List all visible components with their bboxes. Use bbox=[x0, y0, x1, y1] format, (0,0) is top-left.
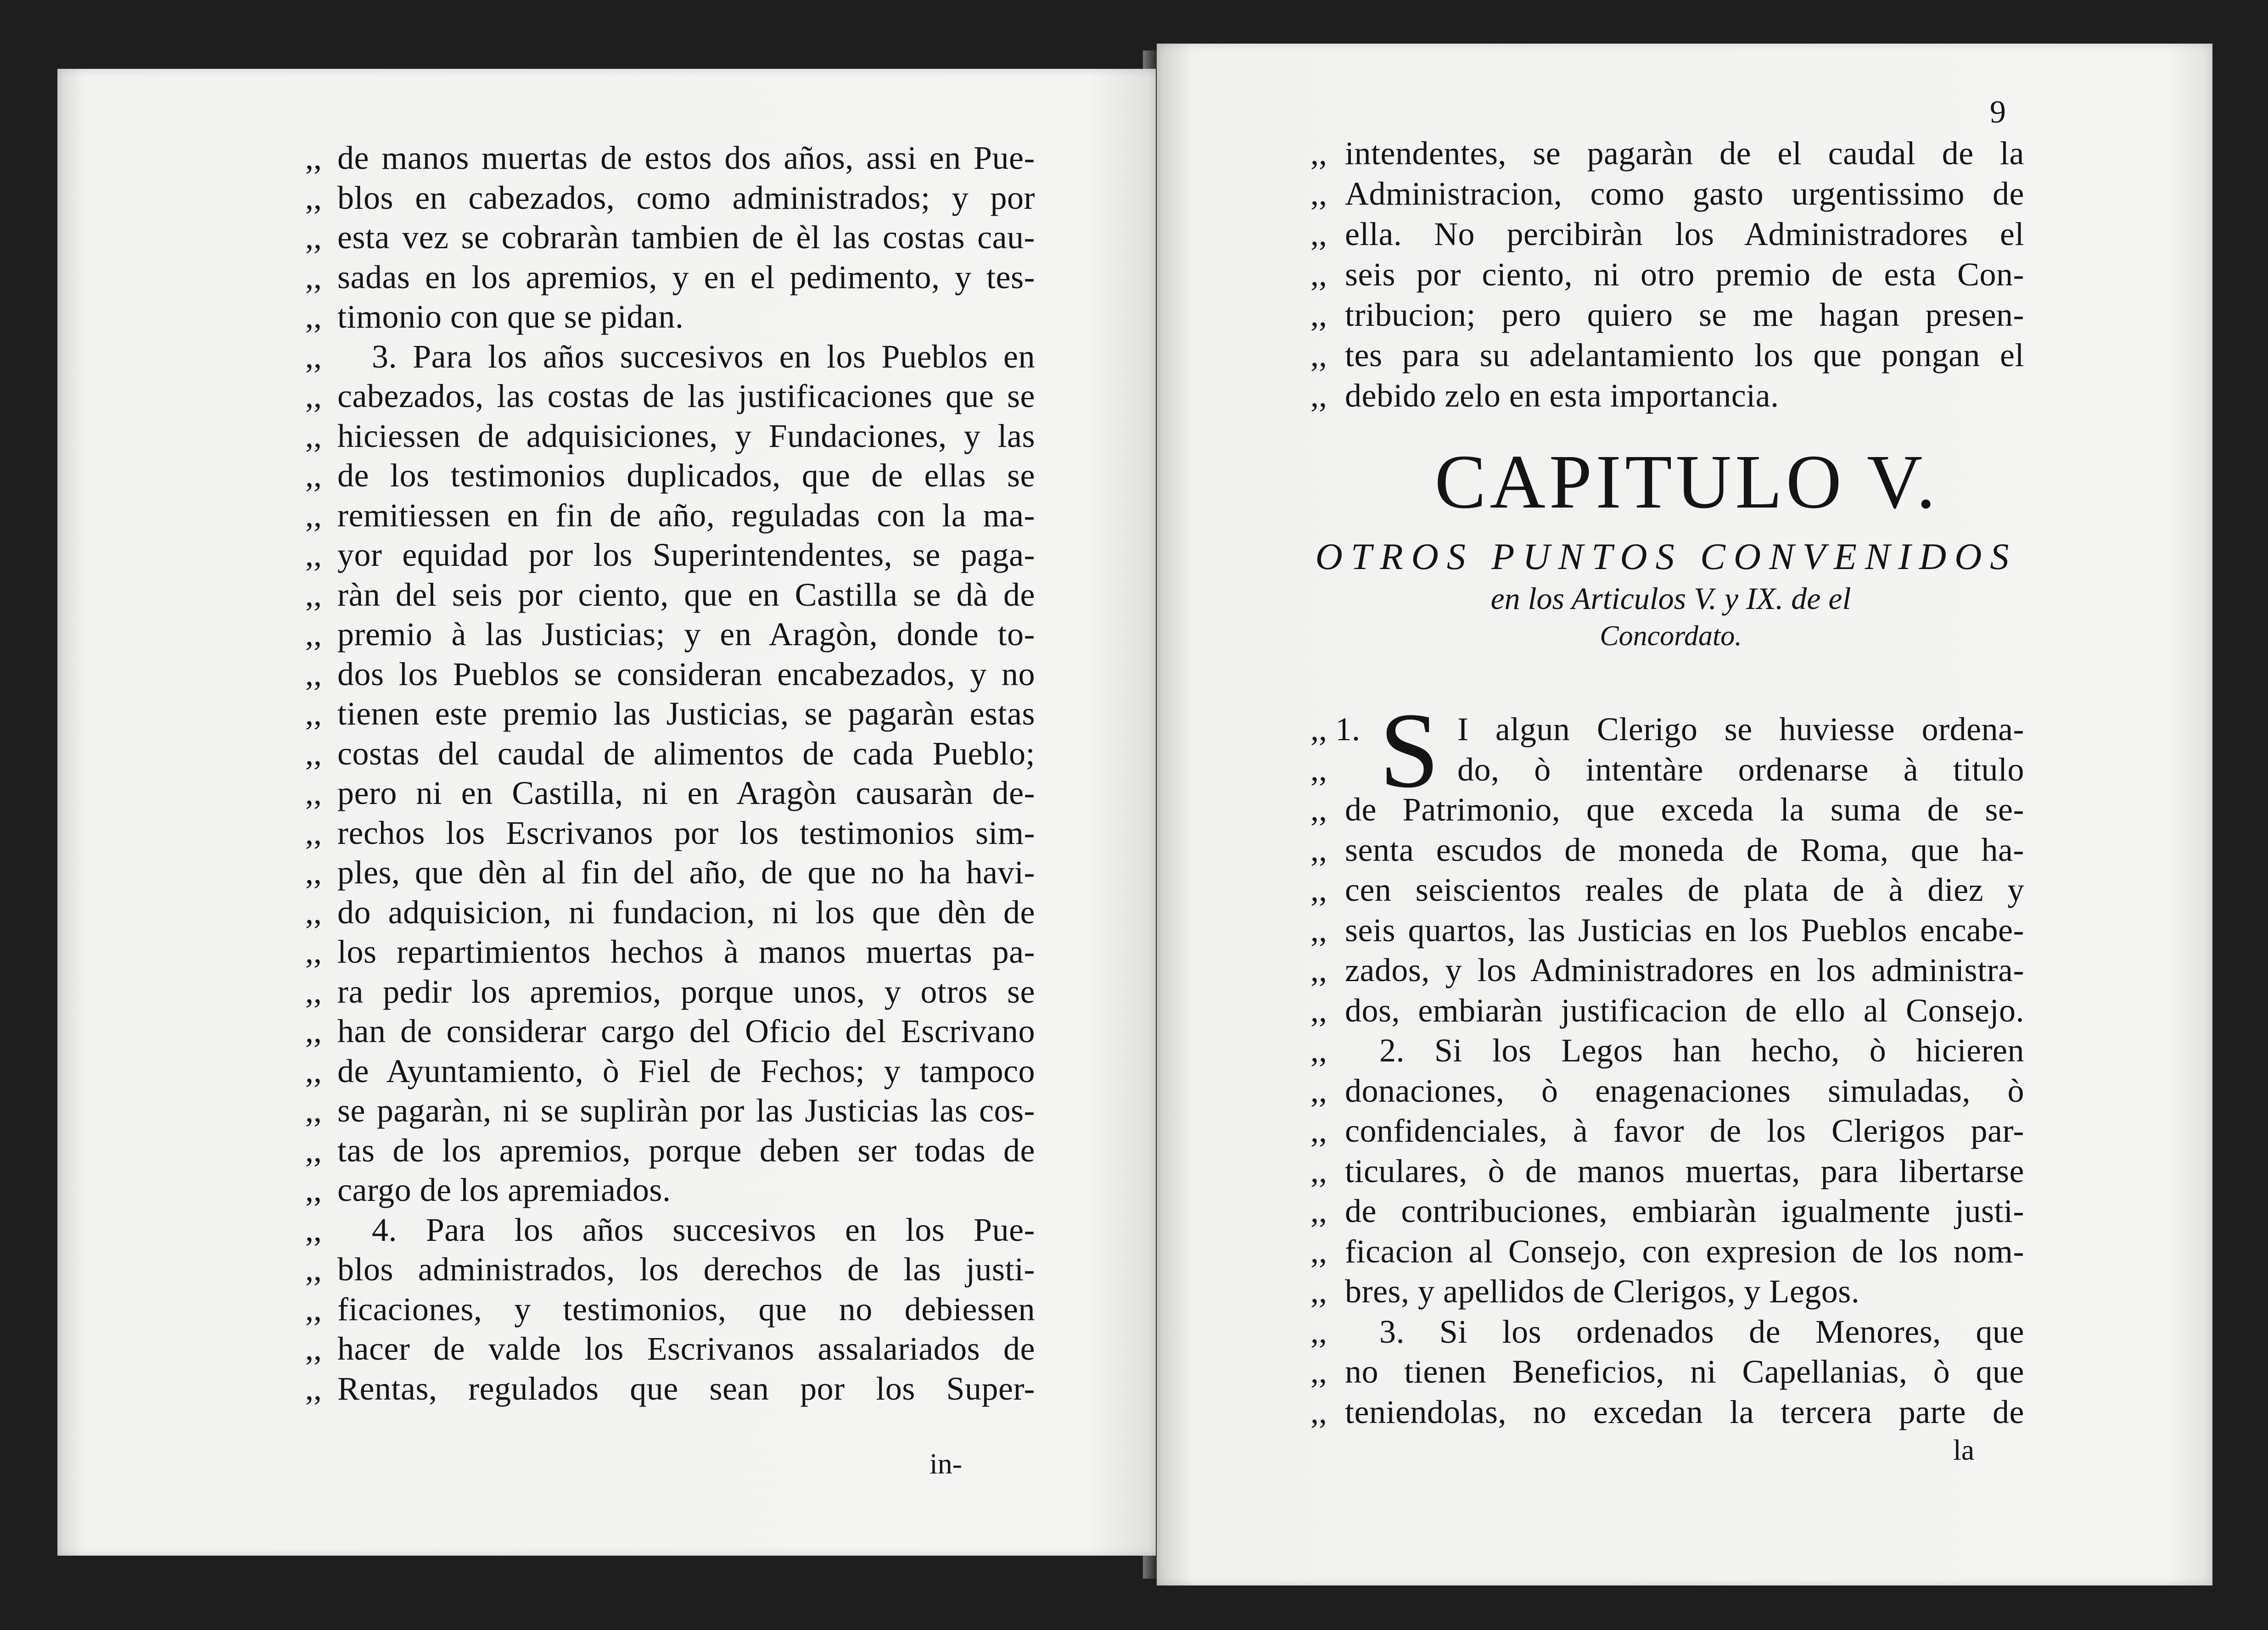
text-line: tienen este premio las Justicias, se pagaràn estas bbox=[337, 695, 1035, 732]
quote-mark: ,, bbox=[1310, 1313, 1327, 1350]
quote-mark: ,, bbox=[305, 457, 322, 494]
text-line: timonio con que se pidan. bbox=[337, 298, 684, 335]
text-line: 3. Si los ordenados de Menores, que bbox=[1379, 1313, 2024, 1350]
text-line: premio à las Justicias; y en Aragòn, donde to- bbox=[337, 616, 1035, 653]
quote-mark: ,, bbox=[1310, 256, 1327, 293]
quote-mark: ,, bbox=[1310, 296, 1327, 333]
text-line: tribucion; pero quiero se me hagan presen- bbox=[1345, 296, 2024, 333]
text-line: esta vez se cobraràn tambien de èl las costas cau- bbox=[337, 219, 1035, 256]
quote-mark: ,, bbox=[305, 735, 322, 772]
quote-mark: ,, bbox=[305, 576, 322, 613]
text-line: de manos muertas de estos dos años, assi en Pue- bbox=[337, 140, 1035, 176]
left-catchword: in- bbox=[930, 1447, 963, 1480]
quote-mark: ,, bbox=[305, 417, 322, 454]
quote-mark: ,, bbox=[305, 1052, 322, 1089]
text-line: tes para su adelantamiento los que pongan el bbox=[1345, 337, 2024, 374]
text-line: blos administrados, los derechos de las justi- bbox=[337, 1251, 1035, 1288]
quote-mark: ,, bbox=[1310, 1393, 1327, 1430]
text-line: han de considerar cargo del Oficio del Escrivano bbox=[337, 1013, 1035, 1049]
text-line: do adquisicion, ni fundacion, ni los que dèn de bbox=[337, 893, 1035, 931]
text-line: costas del caudal de alimentos de cada Pueblo; bbox=[337, 735, 1035, 772]
text-line: Administracion, como gasto urgentissimo de bbox=[1345, 175, 2024, 212]
text-line: hiciessen de adquisiciones, y Fundaciones, y las bbox=[337, 417, 1035, 454]
quote-mark: ,, bbox=[305, 497, 322, 534]
quote-mark: ,, bbox=[305, 1251, 322, 1288]
text-line: remitiessen en fin de año, reguladas con la ma- bbox=[337, 497, 1035, 534]
quote-mark: ,, bbox=[1310, 1072, 1327, 1109]
text-line: ficaciones, y testimonios, que no debiessen bbox=[337, 1290, 1035, 1328]
quote-mark: ,, bbox=[305, 338, 322, 375]
text-line: zados, y los Administradores en los administra- bbox=[1345, 952, 2024, 988]
text-line: cargo de los apremiados. bbox=[337, 1172, 671, 1208]
quote-mark: ,, bbox=[305, 973, 322, 1010]
quote-mark: ,, bbox=[305, 179, 322, 216]
text-line: 3. Para los años succesivos en los Pueblos en bbox=[372, 338, 1035, 375]
drop-cap: S bbox=[1379, 691, 1439, 810]
text-line: senta escudos de moneda de Roma, que ha- bbox=[1345, 831, 2024, 868]
text-line: sadas en los apremios, y en el pedimento, y tes- bbox=[337, 258, 1035, 296]
quote-mark: ,, bbox=[305, 140, 322, 176]
quote-mark: ,, bbox=[305, 1132, 322, 1169]
quote-mark: ,, bbox=[1310, 831, 1327, 868]
quote-mark: ,, 1. bbox=[1310, 711, 1360, 748]
text-line: dos, embiaràn justificacion de ello al Consejo. bbox=[1345, 992, 2024, 1029]
text-line: do, ò intentàre ordenarse à titulo bbox=[1457, 751, 2024, 788]
text-line: bres, y apellidos de Clerigos, y Legos. bbox=[1345, 1273, 1860, 1310]
quote-mark: ,, bbox=[305, 1211, 322, 1248]
quote-mark: ,, bbox=[1310, 175, 1327, 212]
quote-mark: ,, bbox=[305, 536, 322, 573]
text-line: I algun Clerigo se huviesse ordena- bbox=[1457, 711, 2024, 748]
quote-mark: ,, bbox=[305, 378, 322, 414]
quote-mark: ,, bbox=[1310, 1032, 1327, 1069]
text-line: 4. Para los años succesivos en los Pue- bbox=[372, 1211, 1035, 1248]
quote-mark: ,, bbox=[305, 854, 322, 891]
text-line: yor equidad por los Superintendentes, se paga- bbox=[337, 536, 1035, 573]
quote-mark: ,, bbox=[1310, 751, 1327, 788]
text-line: teniendolas, no excedan la tercera parte de bbox=[1345, 1393, 2024, 1430]
quote-mark: ,, bbox=[305, 1172, 322, 1208]
text-line: cabezados, las costas de las justificaciones que se bbox=[337, 378, 1035, 414]
text-line: donaciones, ò enagenaciones simuladas, ò bbox=[1345, 1072, 2024, 1109]
text-line: Rentas, regulados que sean por los Super- bbox=[337, 1370, 1035, 1407]
text-line: ples, que dèn al fin del año, de que no ha havi- bbox=[337, 854, 1035, 891]
quote-mark: ,, bbox=[305, 298, 322, 335]
quote-mark: ,, bbox=[305, 1092, 322, 1129]
quote-mark: ,, bbox=[305, 775, 322, 811]
page-number: 9 bbox=[1990, 95, 2006, 130]
quote-mark: ,, bbox=[1310, 1353, 1327, 1390]
text-line: ràn del seis por ciento, que en Castilla se dà de bbox=[337, 576, 1035, 613]
text-line: de Patrimonio, que exceda la suma de se- bbox=[1345, 791, 2024, 828]
text-line: se pagaràn, ni se supliràn por las Justicias las cos- bbox=[337, 1092, 1035, 1129]
text-line: de Ayuntamiento, ò Fiel de Fechos; y tampoco bbox=[337, 1052, 1035, 1089]
quote-mark: ,, bbox=[1310, 1233, 1327, 1270]
quote-mark: ,, bbox=[305, 695, 322, 732]
text-line: dos los Pueblos se consideran encabezados, y no bbox=[337, 655, 1035, 692]
text-line: cen seiscientos reales de plata de à diez y bbox=[1345, 871, 2024, 908]
quote-mark: ,, bbox=[1310, 135, 1327, 172]
quote-mark: ,, bbox=[1310, 216, 1327, 252]
chapter-subheading-line-3: Concordato. bbox=[1600, 620, 1742, 652]
quote-mark: ,, bbox=[1310, 952, 1327, 988]
quote-mark: ,, bbox=[305, 814, 322, 851]
text-line: no tienen Beneficios, ni Capellanias, ò que bbox=[1345, 1353, 2024, 1390]
quote-mark: ,, bbox=[1310, 871, 1327, 908]
quote-mark: ,, bbox=[305, 893, 322, 931]
text-line: ticulares, ò de manos muertas, para libertarse bbox=[1345, 1152, 2024, 1189]
text-line: 2. Si los Legos han hecho, ò hicieren bbox=[1379, 1032, 2024, 1069]
quote-mark: ,, bbox=[305, 616, 322, 653]
chapter-subheading-line-2: en los Articulos V. y IX. de el bbox=[1490, 581, 1851, 616]
quote-mark: ,, bbox=[305, 1370, 322, 1407]
text-line: de los testimonios duplicados, que de ellas se bbox=[337, 457, 1035, 494]
right-catchword: la bbox=[1953, 1434, 1975, 1466]
text-line: rechos los Escrivanos por los testimonios sim- bbox=[337, 814, 1035, 851]
quote-mark: ,, bbox=[1310, 377, 1327, 414]
text-line: ficacion al Consejo, con expresion de los nom- bbox=[1345, 1233, 2024, 1270]
quote-mark: ,, bbox=[1310, 1273, 1327, 1310]
quote-mark: ,, bbox=[305, 258, 322, 296]
quote-mark: ,, bbox=[1310, 337, 1327, 374]
chapter-subheading-line-1: OTROS PUNTOS CONVENIDOS bbox=[1315, 536, 2017, 577]
text-line: ella. No percibiràn los Administradores el bbox=[1345, 216, 2024, 252]
text-line: blos en cabezados, como administrados; y por bbox=[337, 179, 1035, 216]
quote-mark: ,, bbox=[305, 1330, 322, 1367]
quote-mark: ,, bbox=[1310, 1112, 1327, 1149]
quote-mark: ,, bbox=[305, 1290, 322, 1328]
text-line: intendentes, se pagaràn de el caudal de la bbox=[1345, 135, 2024, 172]
quote-mark: ,, bbox=[305, 933, 322, 970]
quote-mark: ,, bbox=[1310, 992, 1327, 1029]
text-line: confidenciales, à favor de los Clerigos par- bbox=[1345, 1112, 2024, 1149]
chapter-title: CAPITULO V. bbox=[1434, 439, 1939, 525]
text-line: hacer de valde los Escrivanos assalariados de bbox=[337, 1330, 1035, 1367]
quote-mark: ,, bbox=[305, 219, 322, 256]
text-line: de contribuciones, embiaràn igualmente justi- bbox=[1345, 1193, 2024, 1229]
text-line: los repartimientos hechos à manos muertas pa- bbox=[337, 933, 1035, 970]
quote-mark: ,, bbox=[1310, 1193, 1327, 1229]
text-line: seis por ciento, ni otro premio de esta Con- bbox=[1345, 256, 2024, 293]
text-line: pero ni en Castilla, ni en Aragòn causaràn de- bbox=[337, 775, 1035, 811]
text-line: tas de los apremios, porque deben ser todas de bbox=[337, 1132, 1035, 1169]
quote-mark: ,, bbox=[305, 655, 322, 692]
quote-mark: ,, bbox=[1310, 911, 1327, 949]
text-line: seis quartos, las Justicias en los Pueblos encabe- bbox=[1345, 911, 2024, 949]
quote-mark: ,, bbox=[305, 1013, 322, 1049]
quote-mark: ,, bbox=[1310, 1152, 1327, 1189]
text-line: debido zelo en esta importancia. bbox=[1345, 377, 1779, 414]
text-line: ra pedir los apremios, porque unos, y otros se bbox=[337, 973, 1035, 1010]
quote-mark: ,, bbox=[1310, 791, 1327, 828]
